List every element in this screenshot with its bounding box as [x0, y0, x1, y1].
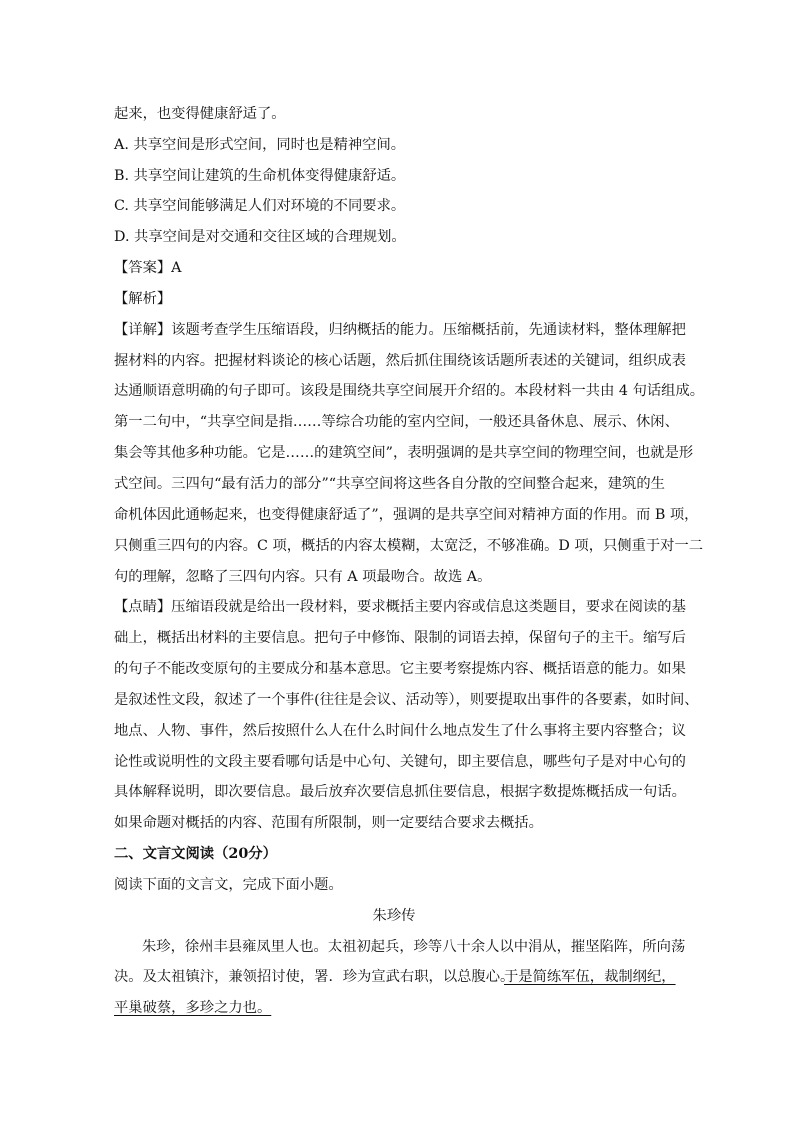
option-c: C. 共享空间能够满足人们对环境的不同要求。 [114, 198, 406, 214]
text-line: 集会等其他多种功能。它是……的建筑空间”，表明强调的是共享空间的物理空间，也就是形 [114, 445, 694, 461]
text-line: 论性或说明性的文段主要看哪句话是中心句、关键句，即主要信息，哪些句子是对中心句的 [114, 754, 686, 770]
instruction-line: 阅读下面的文言文，完成下面小题。 [114, 877, 343, 893]
text-line: 只侧重三四句的内容。C 项，概括的内容太模糊，太宽泛，不够准确。D 项，只侧重于对一二 [114, 538, 704, 554]
text-line: 达通顺语意明确的句子即可。该段是围绕共享空间展开介绍的。本段材料一共由 4 句话组成。 [114, 383, 705, 399]
passage-line: 朱珍，徐州丰县雍凤里人也。太祖初起兵，珍等八十余人以中涓从，摧坚陷阵，所向荡 [142, 939, 686, 955]
text-line: 式空间。三四句“最有活力的部分”“共享空间将这些各自分散的空间整合起来，建筑的生 [114, 476, 665, 492]
text-line: 如果命题对概括的内容、范围有所限制，则一定要结合要求去概括。 [114, 815, 543, 831]
text-line: 的句子不能改变原句的主要成分和基本意思。它主要考察提炼内容、概括语意的能力。如果 [114, 661, 686, 677]
text-line: 起来，也变得健康舒适了。 [114, 106, 286, 122]
text-line: 【点睛】压缩语段就是给出一段材料，要求概括主要内容或信息这类题目，要求在阅读的基 [114, 599, 686, 615]
text-line: 命机体因此通畅起来，也变得健康舒适了”，强调的是共享空间对精神方面的作用。而 B 项， [114, 507, 699, 523]
option-d: D. 共享空间是对交通和交往区域的合理规划。 [114, 229, 406, 245]
passage-line: 决。及太祖镇汴，兼领招讨使，署．珍为宣武右职，以总腹心。 [114, 969, 515, 985]
option-b: B. 共享空间让建筑的生命机体变得健康舒适。 [114, 168, 406, 184]
text-line: 具体解释说明，即次要信息。最后放弃次要信息抓住要信息，根据字数提炼概括成一句话。 [114, 784, 686, 800]
passage-title: 朱珍传 [372, 908, 416, 924]
text-line: 础上，概括出材料的主要信息。把句子中修饰、限制的词语去掉，保留句子的主干。缩写后 [114, 630, 686, 646]
section-heading: 二、文言文阅读（20分） [114, 846, 277, 862]
text-line: 【详解】该题考查学生压缩语段，归纳概括的能力。压缩概括前，先通读材料，整体理解把 [114, 322, 686, 338]
underlined-sentence: 平巢破蔡，多珍之力也。 [114, 1000, 272, 1016]
text-line: 句的理解，忽略了三四句内容。只有 A 项最吻合。故选 A。 [114, 569, 492, 585]
analysis-heading: 【解析】 [114, 291, 172, 307]
text-line: 握材料的内容。把握材料谈论的核心话题，然后抓住围绕该话题所表述的关键词，组织成表 [114, 353, 686, 369]
text-line: 是叙述性文段，叙述了一个事件(往往是会议、活动等），则要提取出事件的各要素，如时间、 [114, 692, 699, 708]
text-line: 地点、人物、事件，然后按照什么人在什么时间什么地点发生了什么事将主要内容整合；议 [114, 723, 686, 739]
underlined-sentence: 于是简练军伍，裁制纲纪， [504, 969, 676, 985]
answer-line: 【答案】A [114, 260, 182, 276]
text-line: 第一二句中，“共享空间是指……等综合功能的室内空间，一般还具备休息、展示、休闲、 [114, 414, 679, 430]
option-a: A. 共享空间是形式空间，同时也是精神空间。 [114, 137, 406, 153]
